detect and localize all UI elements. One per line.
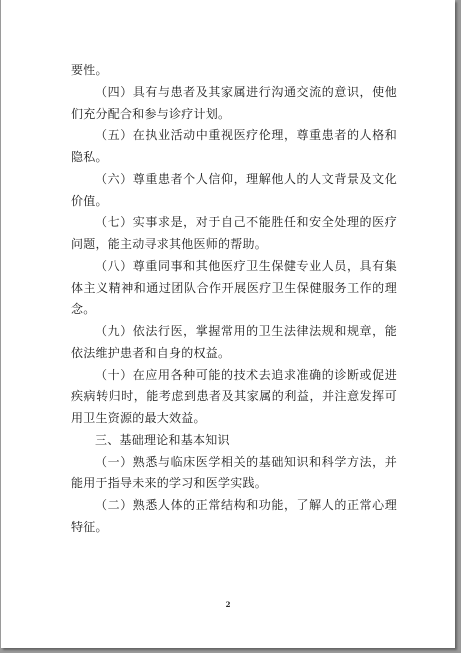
paragraph-item-9: （九）依法行医，掌握常用的卫生法律法规和规章，能依法维护患者和自身的权益。 (71, 324, 397, 360)
paragraph-item-10: （十）在应用各种可能的技术去追求准确的诊断或促进疾病转归时，能考虑到患者及其家属的利益，并注意发挥可用卫生资源的最大效益。 (71, 367, 397, 425)
paragraph-item-7: （七）实事求是，对于自己不能胜任和安全处理的医疗问题，能主动寻求其他医师的帮助。 (71, 215, 397, 251)
paragraph-item-2: （二）熟悉人体的正常结构和功能，了解人的正常心理特征。 (71, 498, 397, 534)
paragraph-item-8: （八）尊重同事和其他医疗卫生保健专业人员，具有集体主义精神和通过团队合作开展医疗卫生保健服务工作的理念。 (71, 258, 397, 317)
paragraph-item-6: （六）尊重患者个人信仰，理解他人的人文背景及文化价值。 (71, 171, 397, 208)
paragraph-item-4: （四）具有与患者及其家属进行沟通交流的意识，使他们充分配合和参与诊疗计划。 (71, 84, 397, 121)
document-page (1, 0, 455, 648)
section-heading: 三、基础理论和基本知识 (95, 432, 230, 447)
paragraph-item-1: （一）熟悉与临床医学相关的基础知识和科学方法，并能用于指导未来的学习和医学实践。 (71, 454, 397, 491)
paragraph-item-5: （五）在执业活动中重视医疗伦理，尊重患者的人格和隐私。 (71, 128, 397, 164)
page-body (71, 60, 397, 539)
page-number: 2 (225, 600, 231, 609)
paragraph-continuation: 要性。 (71, 63, 108, 77)
